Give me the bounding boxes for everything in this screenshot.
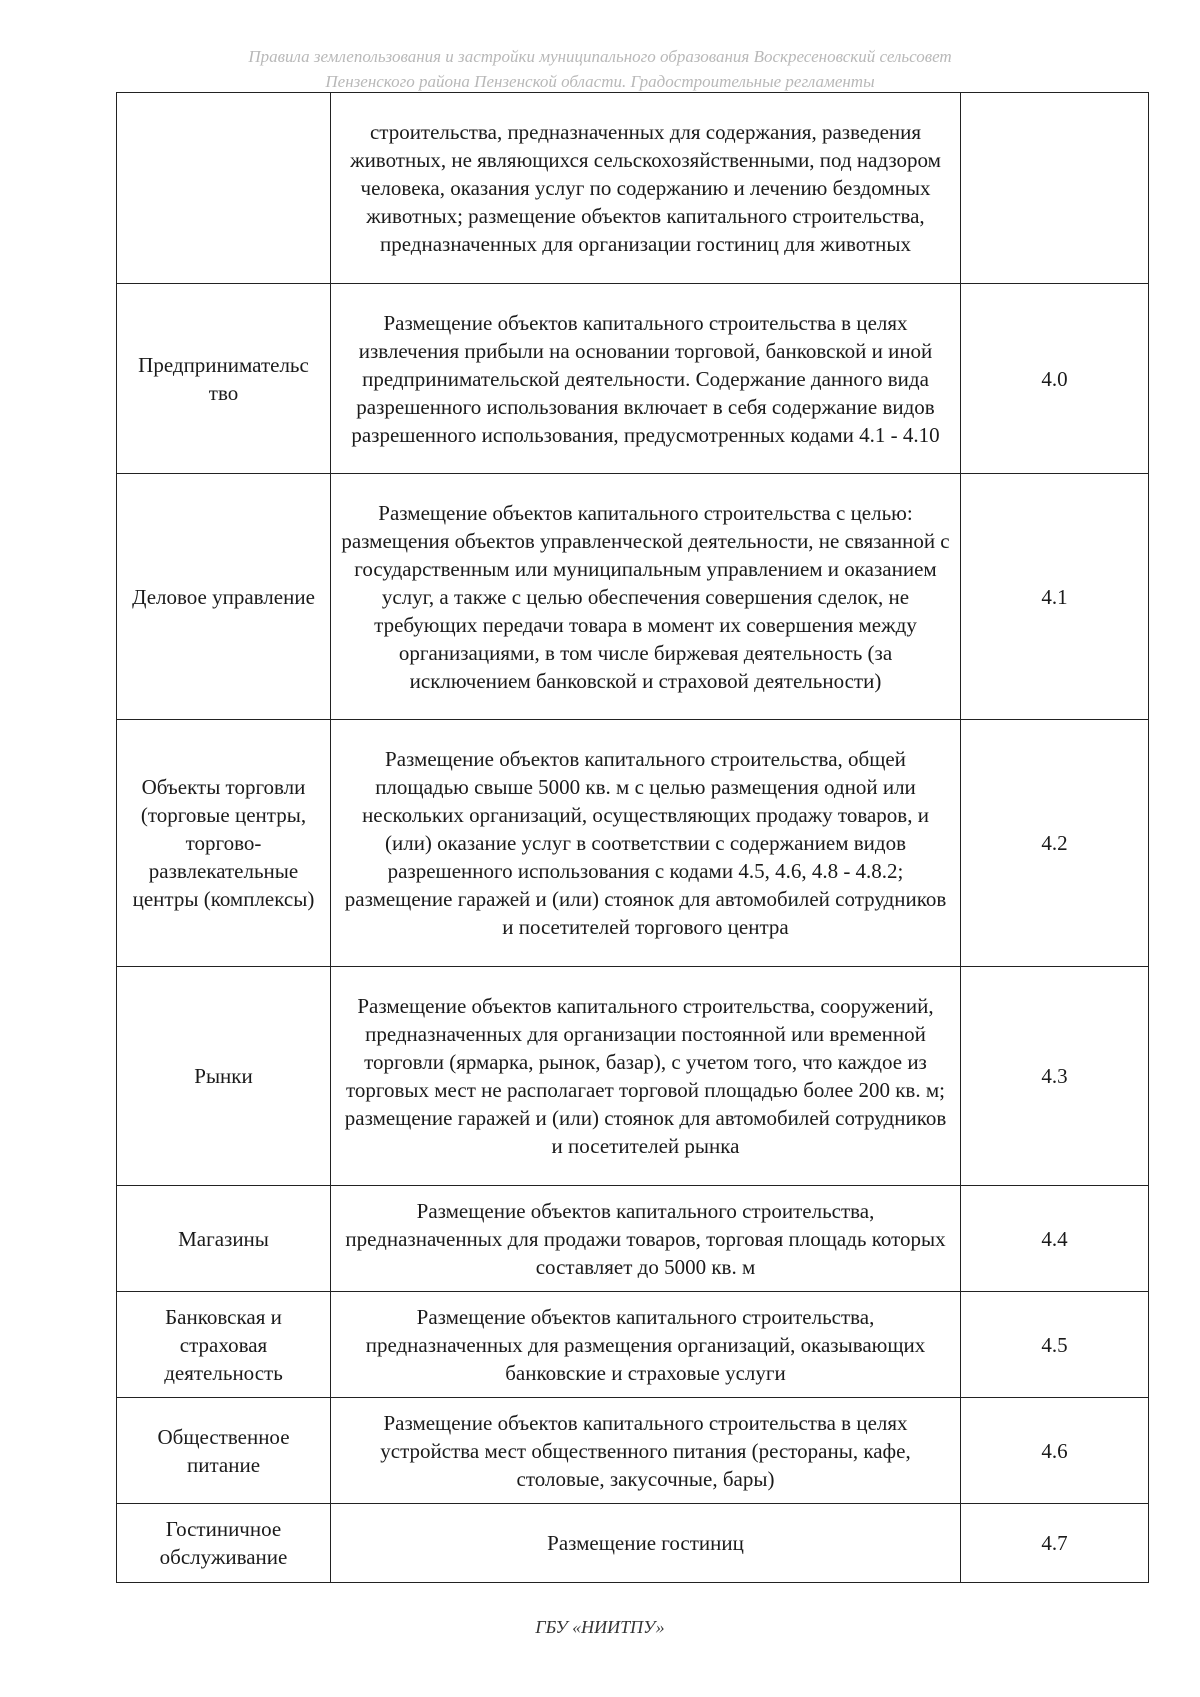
- use-type-description: Размещение объектов капитального строительства, предназначенных для продажи товаров, торговая площадь которых составляет до 5000 кв. м: [331, 1186, 961, 1292]
- use-type-code: 4.0: [961, 284, 1149, 474]
- use-type-description: Размещение объектов капитального строительства, предназначенных для размещения организаций, оказывающих банковские и страховые услуги: [331, 1292, 961, 1398]
- table-row: [117, 967, 1149, 1186]
- use-type-description: Размещение объектов капитального строительства, общей площадью свыше 5000 кв. м с целью размещения одной или нескольких организаций, осуществляющих продажу товаров, и (или) оказание услуг в соответствии с содержанием видов разрешенного использования с кодами 4.5, 4.6, 4.8 - 4.8.2; размещение гаражей и (или) стоянок для автомобилей сотрудников и посетителей торгового центра: [331, 720, 961, 967]
- table-row: [117, 1398, 1149, 1504]
- running-header-line-2: Пензенского района Пензенской области. Градостроительные регламенты: [325, 72, 875, 91]
- use-type-name: Предпринимательс тво: [117, 284, 331, 474]
- table-row: [117, 474, 1149, 720]
- page-footer: ГБУ «НИИТПУ»: [535, 1617, 665, 1637]
- use-type-name: Магазины: [117, 1186, 331, 1292]
- use-type-code: 4.4: [961, 1186, 1149, 1292]
- use-type-code: 4.7: [961, 1504, 1149, 1583]
- running-header: [120, 44, 1080, 94]
- table-row: [117, 720, 1149, 967]
- table-row: [117, 1186, 1149, 1292]
- table-row: [117, 93, 1149, 284]
- table-row: [117, 1504, 1149, 1583]
- use-type-name: Гостиничное обслуживание: [117, 1504, 331, 1583]
- use-type-code: 4.1: [961, 474, 1149, 720]
- use-type-code: 4.2: [961, 720, 1149, 967]
- use-type-description: Размещение объектов капитального строительства в целях устройства мест общественного питания (рестораны, кафе, столовые, закусочные, бары): [331, 1398, 961, 1504]
- use-type-description: Размещение объектов капитального строительства в целях извлечения прибыли на основании торговой, банковской и иной предпринимательской деятельности. Содержание данного вида разрешенного использования включает в себя содержание видов разрешенного использования, предусмотренных кодами 4.1 - 4.10: [331, 284, 961, 474]
- use-type-description: Размещение объектов капитального строительства, сооружений, предназначенных для организации постоянной или временной торговли (ярмарка, рынок, базар), с учетом того, что каждое из торговых мест не располагает торговой площадью более 200 кв. м; размещение гаражей и (или) стоянок для автомобилей сотрудников и посетителей рынка: [331, 967, 961, 1186]
- use-type-description: строительства, предназначенных для содержания, разведения животных, не являющихся сельскохозяйственными, под надзором человека, оказания услуг по содержанию и лечению бездомных животных; размещение объектов капитального строительства, предназначенных для организации гостиниц для животных: [331, 93, 961, 284]
- use-type-name: Объекты торговли (торговые центры, торгово-развлекательные центры (комплексы): [117, 720, 331, 967]
- use-type-name: Деловое управление: [117, 474, 331, 720]
- use-type-name: Банковская и страховая деятельность: [117, 1292, 331, 1398]
- use-type-code: 4.5: [961, 1292, 1149, 1398]
- use-type-name: [117, 93, 331, 284]
- table-row: [117, 1292, 1149, 1398]
- use-type-code: [961, 93, 1149, 284]
- use-type-name: Общественное питание: [117, 1398, 331, 1504]
- land-use-regulations-table: [116, 92, 1149, 1583]
- use-type-description: Размещение гостиниц: [331, 1504, 961, 1583]
- running-header-line-1: Правила землепользования и застройки муниципального образования Воскресеновский сельсовет: [248, 47, 952, 66]
- use-type-code: 4.6: [961, 1398, 1149, 1504]
- use-type-name: Рынки: [117, 967, 331, 1186]
- use-type-code: 4.3: [961, 967, 1149, 1186]
- use-type-description: Размещение объектов капитального строительства с целью: размещения объектов управленческой деятельности, не связанной с государственным или муниципальным управлением и оказанием услуг, а также с целью обеспечения совершения сделок, не требующих передачи товара в момент их совершения между организациями, в том числе биржевая деятельность (за исключением банковской и страховой деятельности): [331, 474, 961, 720]
- table-row: [117, 284, 1149, 474]
